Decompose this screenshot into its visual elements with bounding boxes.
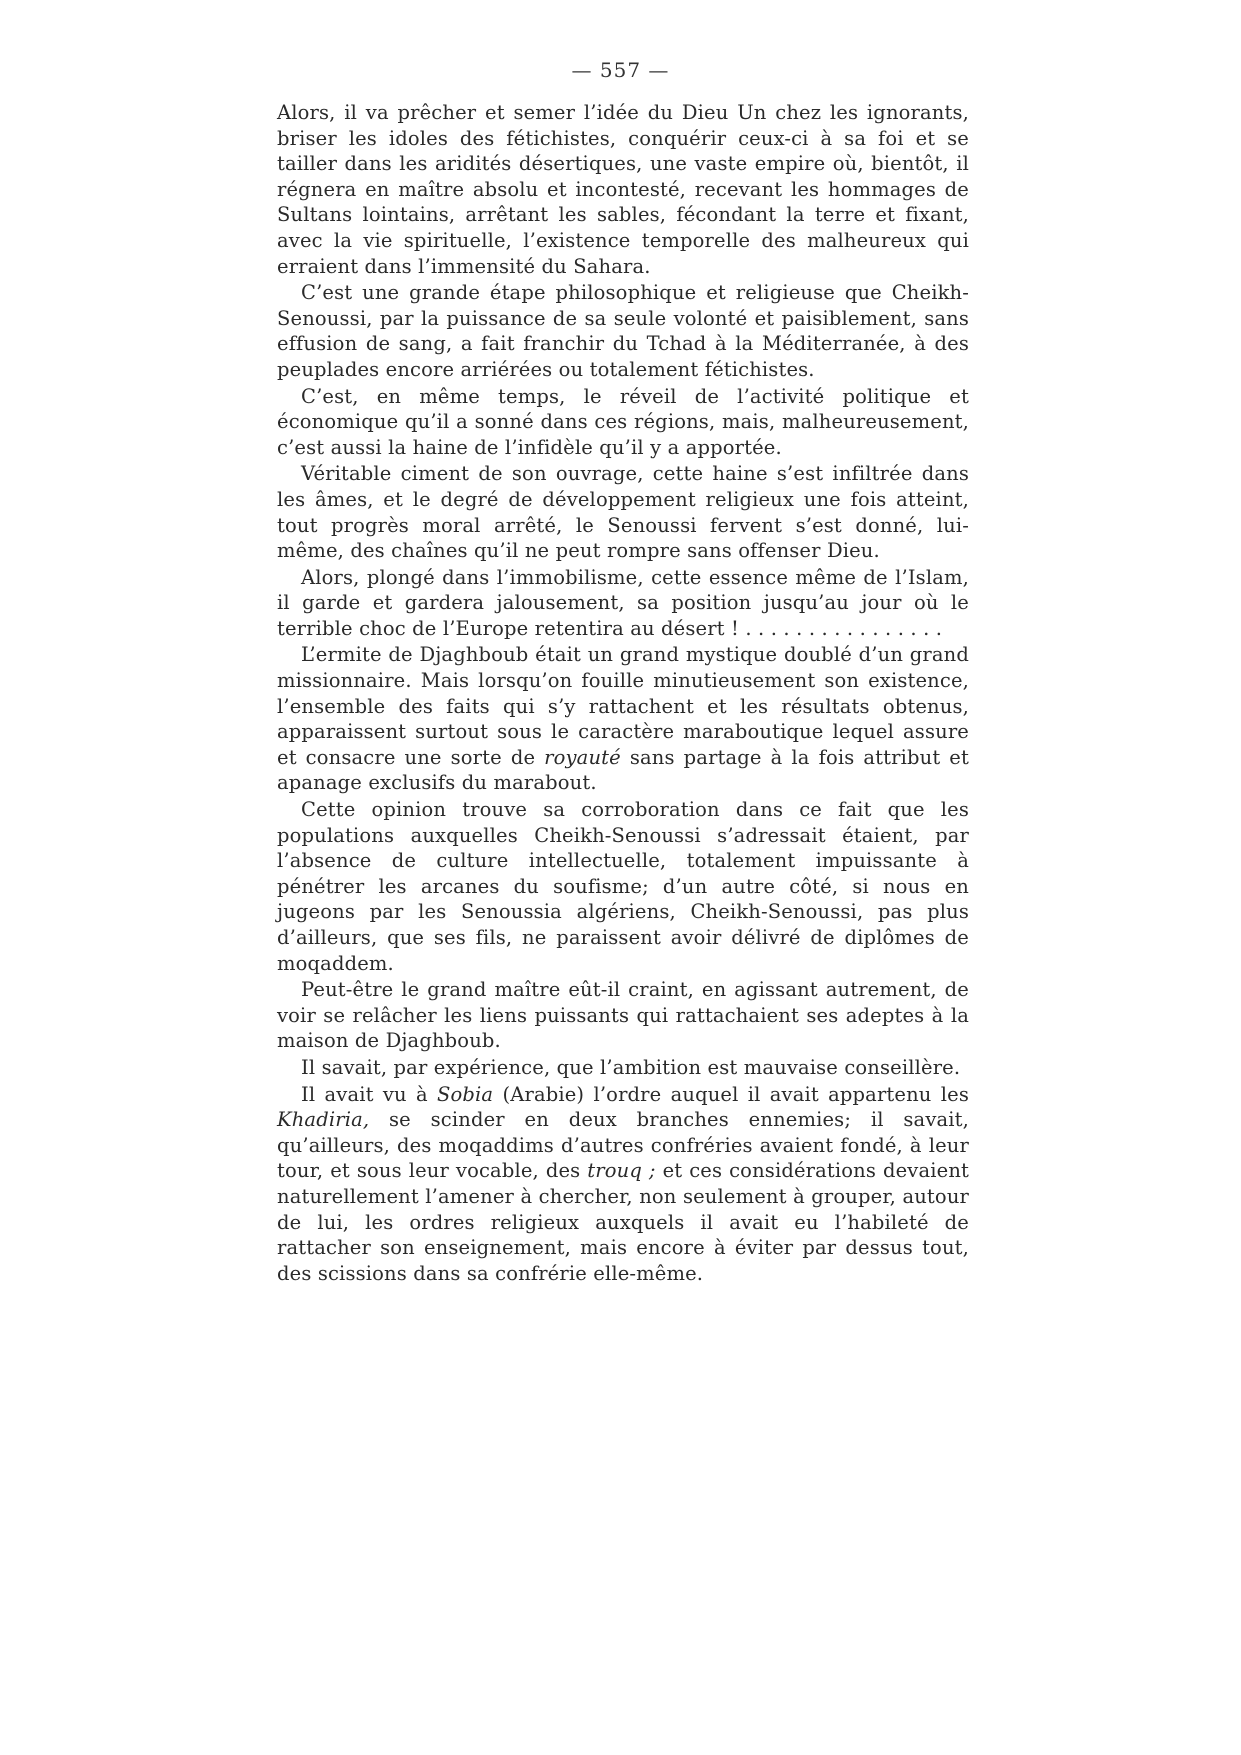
italic-term: Sobia <box>437 1082 494 1106</box>
paragraph: Il savait, par expérience, que l’ambition est mauvaise conseillère. <box>301 1055 961 1079</box>
paragraph-text: L’ermite de Djaghboub était un grand mystique doublé d’un grand missionnaire. Mais lorsqu’on fouille minutieusement son existence, l’ensemble des faits qui s’y rattachent et les résultats obtenus, apparaissent surtout sous le caractère maraboutique lequel assure et consacre une sorte de <box>277 643 969 769</box>
paragraph-text: Il avait vu à <box>301 1082 438 1106</box>
paragraph <box>277 642 969 796</box>
paragraph: Alors, plongé dans l’immobilisme, cette essence même de l’Islam, il garde et gardera jalousement, sa position jusqu’au jour où le terrible choc de l’Europe retentira au désert ! . . . . . . . . . . . . . . . . <box>277 565 969 640</box>
body-text <box>277 100 969 1287</box>
paragraph: Peut-être le grand maître eût-il craint, en agissant autrement, de voir se relâcher les liens puissants qui rattachaient ses adeptes à la maison de Djaghboub. <box>277 978 969 1053</box>
italic-term: Khadiria, <box>277 1108 370 1132</box>
page-number: — 557 — <box>571 58 670 82</box>
italic-term: royauté <box>544 745 621 769</box>
paragraph-text: sans partage à la fois attribut et apanage exclusifs du marabout. <box>277 745 969 795</box>
paragraph: Alors, il va prêcher et semer l’idée du Dieu Un chez les ignorants, briser les idoles des fétichistes, conquérir ceux-ci à sa foi et se tailler dans les aridités désertiques, une vaste empire où, bientôt, il régnera en maître absolu et incontesté, recevant les hommages de Sultans lointains, arrêtant les sables, fécondant la terre et fixant, avec la vie spirituelle, l’existence temporelle des malheureux qui erraient dans l’immensité du Sahara. <box>277 101 969 278</box>
paragraph-text: et ces considérations devaient naturellement l’amener à chercher, non seulement à grouper, autour de lui, les ordres religieux auxquels il avait eu l’habileté de rattacher son enseignement, mais encore à éviter par dessus tout, des scissions dans sa confrérie elle-même. <box>277 1159 970 1285</box>
paragraph <box>277 1082 969 1287</box>
paragraph: C’est, en même temps, le réveil de l’activité politique et économique qu’il a sonné dans ces régions, mais, malheureusement, c’est aussi la haine de l’infidèle qu’il y a apportée. <box>277 384 969 459</box>
paragraph-text: se scinder en deux branches ennemies; il savait, qu’ailleurs, des moqaddims d’autres confréries avaient fondé, à leur tour, et sous leur vocable, des <box>277 1108 969 1183</box>
paragraph: Véritable ciment de son ouvrage, cette haine s’est infiltrée dans les âmes, et le degré de développement religieux une fois atteint, tout progrès moral arrêté, le Senoussi fervent s’est donné, lui-même, des chaînes qu’il ne peut rompre sans offenser Dieu. <box>277 462 969 563</box>
paragraph: C’est une grande étape philosophique et religieuse que Cheikh-Senoussi, par la puissance de sa seule volonté et paisiblement, sans effusion de sang, a fait franchir du Tchad à la Méditerranée, à des peuplades encore arriérées ou totalement fétichistes. <box>277 281 969 381</box>
paragraph-text: (Arabie) l’ordre auquel il avait appartenu les <box>493 1082 969 1106</box>
italic-term: trouq ; <box>587 1159 656 1183</box>
paragraph: Cette opinion trouve sa corroboration dans ce fait que les populations auxquelles Cheikh-Senoussi s’adressait étaient, par l’absence de culture intellectuelle, totalement impuissante à pénétrer les arcanes du soufisme; d’un autre côté, si nous en jugeons par les Senoussia algériens, Cheikh-Senoussi, pas plus d’ailleurs, que ses fils, ne paraissent avoir délivré de diplômes de moqaddem. <box>277 798 969 975</box>
